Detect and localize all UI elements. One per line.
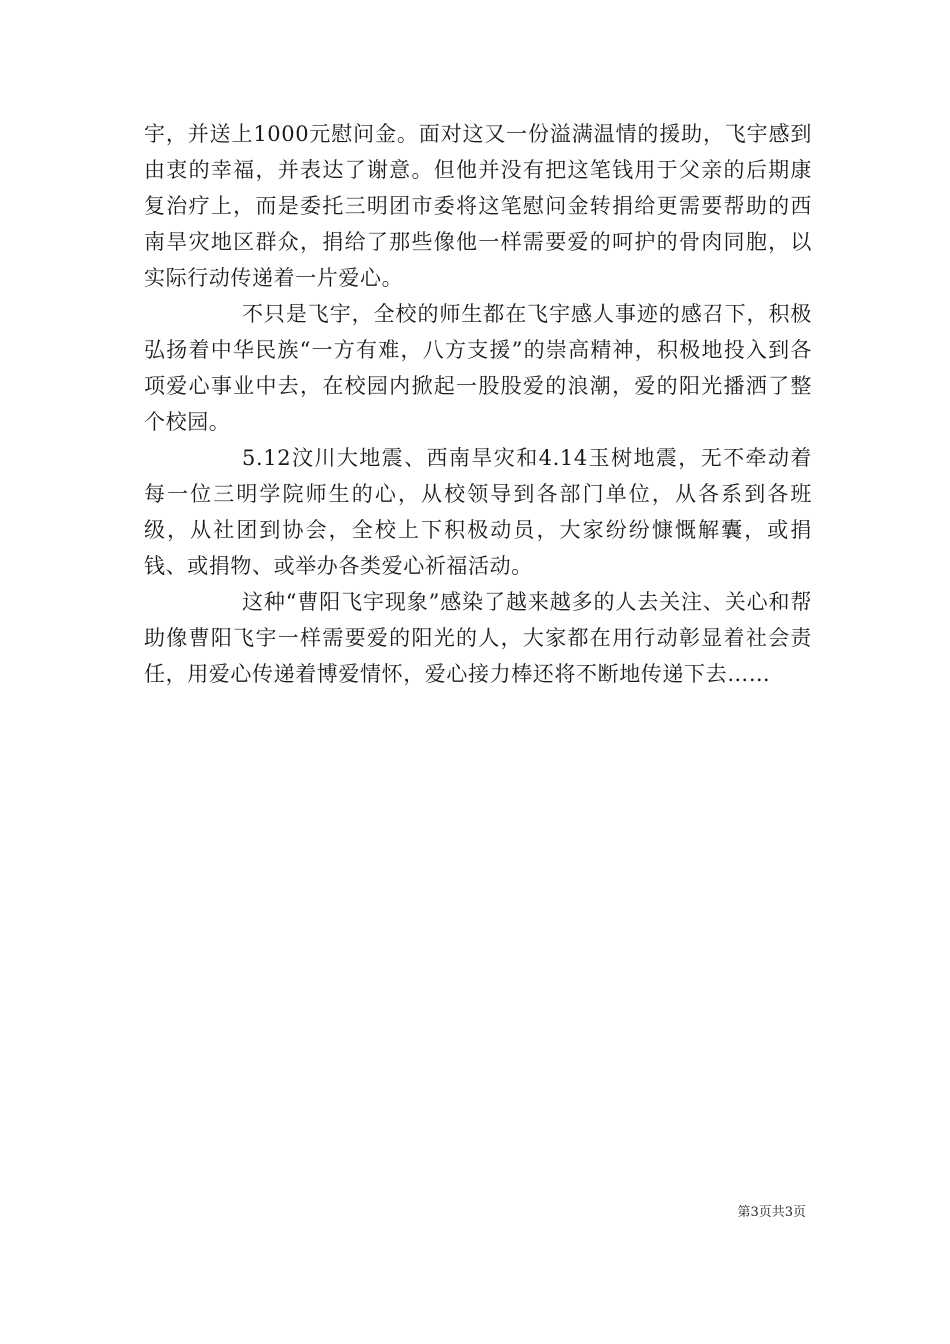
paragraph-3: 5.12汶川大地震、西南旱灾和4.14玉树地震，无不牵动着每一位三明学院师生的心，从校领导到各部门单位，从各系到各班级，从社团到协会，全校上下积极动员，大家纷纷慷慨解囊，或捐钱、或捐物、或举办各类爱心祈福活动。: [144, 446, 812, 578]
page-number-footer: 第3页共3页: [737, 1205, 806, 1220]
paragraph-4: 这种“曹阳飞宇现象”感染了越来越多的人去关注、关心和帮助像曹阳飞宇一样需要爱的阳光的人，大家都在用行动彰显着社会责任，用爱心传递着博爱情怀，爱心接力棒还将不断地传递下去……: [144, 590, 812, 686]
paragraph-2: 不只是飞宇，全校的师生都在飞宇感人事迹的感召下，积极弘扬着中华民族“一方有难，八方支援”的崇高精神，积极地投入到各项爱心事业中去，在校园内掀起一股股爱的浪潮，爱的阳光播洒了整个校园。: [144, 302, 812, 434]
document-body: [144, 116, 812, 692]
paragraph-1: 宇，并送上1000元慰问金。面对这又一份溢满温情的援助，飞宇感到由衷的幸福，并表达了谢意。但他并没有把这笔钱用于父亲的后期康复治疗上，而是委托三明团市委将这笔慰问金转捐给更需要帮助的西南旱灾地区群众，捐给了那些像他一样需要爱的呵护的骨肉同胞，以实际行动传递着一片爱心。: [144, 122, 812, 290]
